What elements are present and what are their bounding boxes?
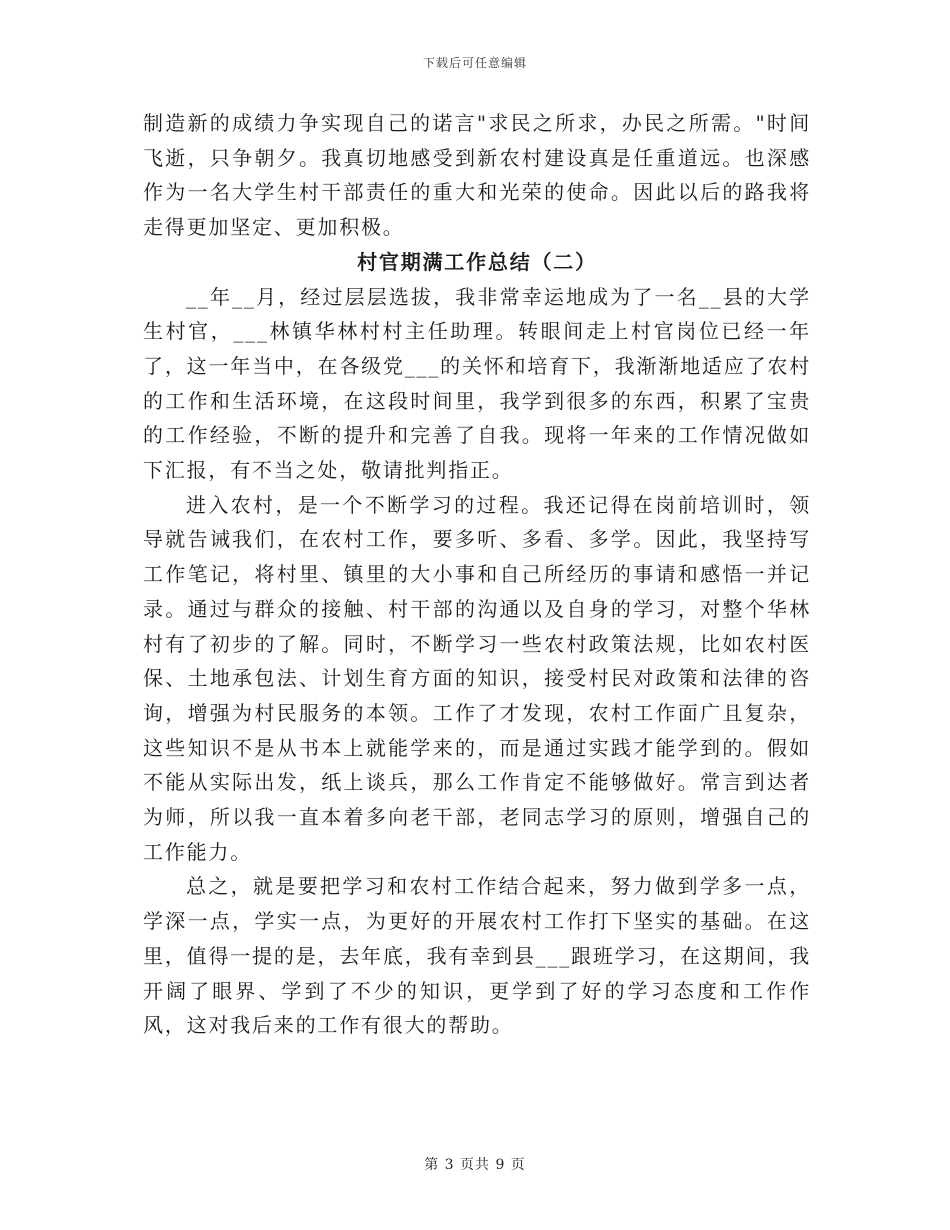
body-paragraph-1: __年__月，经过层层选拔，我非常幸运地成为了一名__县的大学生村官，___林镇华林村村主任助理。转眼间走上村官岗位已经一年了，这一年当中，在各级党___的关怀和培育下，我渐渐地适应了农村的工作和生活环境，在这段时间里，我学到很多的东西，积累了宝贵的工作经验，不断的提升和完善了自我。现将一年来的工作情况做如下汇报，有不当之处，敬请批判指正。 <box>143 284 811 483</box>
document-title: 村官期满工作总结（二） <box>357 249 597 274</box>
page-number-footer: 第 3 页共 9 页 <box>424 1157 526 1173</box>
page-header-note: 下载后可任意编辑 <box>422 56 527 70</box>
intro-paragraph: 制造新的成绩力争实现自己的诺言"求民之所求，办民之所需。"时间飞逝，只争朝夕。我真切地感受到新农村建设真是任重道远。也深感作为一名大学生村干部责任的重大和光荣的使命。因此以后的路我将走得更加坚定、更加积极。 <box>143 111 811 240</box>
document-body <box>143 106 811 1043</box>
body-paragraph-2: 进入农村，是一个不断学习的过程。我还记得在岗前培训时，领导就告诫我们，在农村工作，要多听、多看、多学。因此，我坚持写工作笔记，将村里、镇里的大小事和自己所经历的事请和感悟一并记录。通过与群众的接触、村干部的沟通以及自身的学习，对整个华林村有了初步的了解。同时，不断学习一些农村政策法规，比如农村医保、土地承包法、计划生育方面的知识，接受村民对政策和法律的咨询，增强为村民服务的本领。工作了才发现，农村工作面广且复杂，这些知识不是从书本上就能学来的，而是通过实践才能学到的。假如不能从实际出发，纸上谈兵，那么工作肯定不能够做好。常言到达者为师，所以我一直本着多向老干部，老同志学习的原则，增强自己的工作能力。 <box>143 492 811 864</box>
body-paragraph-3: 总之，就是要把学习和农村工作结合起来，努力做到学多一点，学深一点，学实一点，为更好的开展农村工作打下坚实的基础。在这里，值得一提的是，去年底，我有幸到县___跟班学习，在这期间，我开阔了眼界、学到了不少的知识，更学到了好的学习态度和工作作风，这对我后来的工作有很大的帮助。 <box>143 874 811 1038</box>
